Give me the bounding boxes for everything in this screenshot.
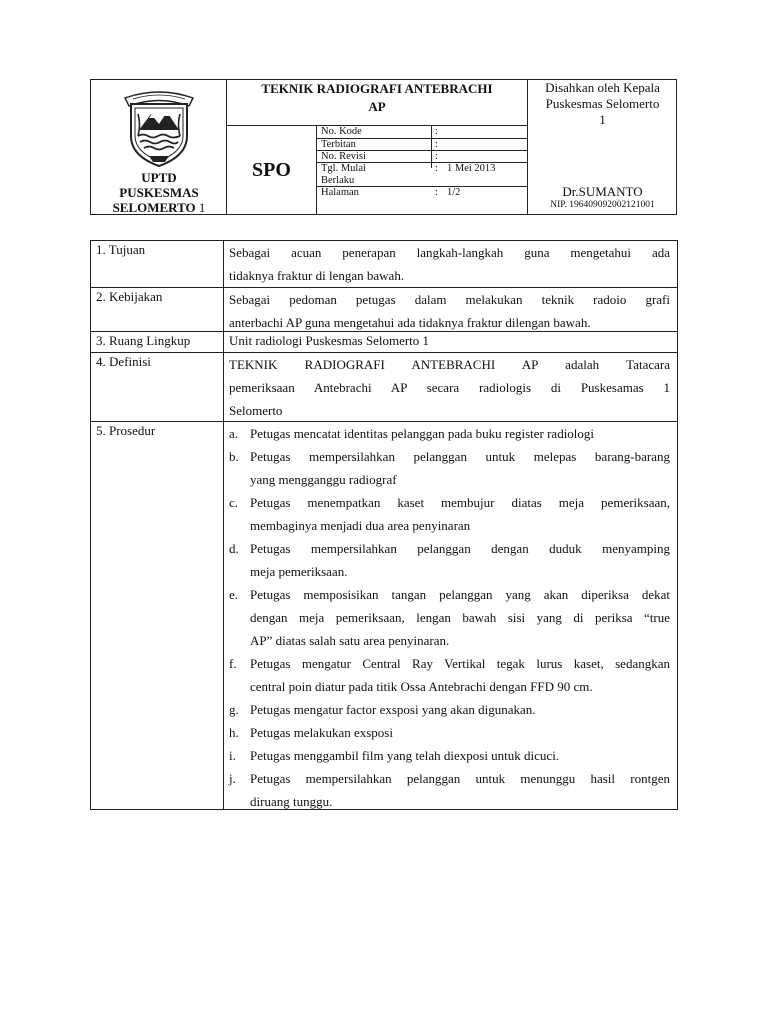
section-text: Unit radiologi Puskesmas Selomerto 1 [229,333,430,348]
section-label: 1. Tujuan [91,241,224,287]
procedure-step: c. Petugas menempatkan kaset membujur diatas meja pemeriksaan, membaginya menjadi dua area penyinaran [229,495,670,533]
meta-row-revisi [317,151,527,163]
meta-divider [431,126,432,168]
section-ruang-lingkup [91,332,677,353]
meta-label: No. Revisi [321,151,366,162]
meta-separator: : [435,126,438,137]
section-label: 2. Kebijakan [91,288,224,331]
meta-separator: : [435,187,438,198]
document-title-line-1: TEKNIK RADIOGRAFI ANTEBRACHI [261,81,493,96]
institution-line-2: PUSKESMAS [119,185,199,200]
approval-block [527,80,676,214]
spo-header [90,79,677,215]
procedure-step: g. Petugas mengatur factor exsposi yang akan digunakan. [229,702,536,717]
document-meta-table [317,126,527,214]
section-text: TEKNIK RADIOGRAFI ANTEBRACHI AP adalah Tatacara pemeriksaan Antebrachi AP secara radiologis di Puskesamas 1 Selomerto [229,357,670,418]
procedure-step: b. Petugas mempersilahkan pelanggan untuk melepas barang-barang yang mengganggu radiograf [229,449,670,487]
institution-block [91,80,227,214]
section-text: Sebagai acuan penerapan langkah-langkah guna mengetahui ada tidaknya fraktur di lengan bawah. [229,245,670,283]
spo-label: SPO [227,126,317,214]
section-text: Sebagai pedoman petugas dalam melakukan teknik radoio grafi anterbachi AP guna mengetahui ada tidaknya fraktur dilengan bawah. [229,292,670,330]
section-definisi [91,353,677,422]
document-title-line-2: AP [368,99,386,114]
section-label: 3. Ruang Lingkup [91,332,224,352]
procedure-table [90,240,678,810]
meta-row-terbitan [317,139,527,151]
institution-name [91,170,227,215]
document-title [227,80,527,126]
meta-label: Terbitan [321,139,356,150]
approver-nip: NIP. 196409092002121001 [550,200,655,210]
meta-value: 1 Mei 2013 [447,163,496,174]
meta-label: No. Kode [321,126,362,137]
meta-separator: : [435,163,438,174]
procedure-step: e. Petugas memposisikan tangan pelanggan yang akan diperiksa dekat dengan meja pemeriksaan, lengan bawah sisi yang di periksa “true AP” diatas salah satu area penyinaran. [229,587,670,648]
procedure-step: a. Petugas mencatat identitas pelanggan pada buku register radiologi [229,426,595,441]
section-prosedur [91,422,677,809]
procedure-step: f. Petugas mengatur Central Ray Vertikal tegak lurus kaset, sedangkan central poin diatur pada titik Ossa Antebrachi dengan FFD 90 cm. [229,656,670,694]
section-tujuan [91,241,677,288]
approver-name: Dr.SUMANTO [562,184,643,199]
meta-row-halaman [317,187,527,200]
procedure-step: i. Petugas menggambil film yang telah diexposi untuk dicuci. [229,748,560,763]
procedure-list [224,422,677,809]
meta-label: Tgl. Mulai Berlaku [321,163,366,186]
procedure-step: j. Petugas mempersilahkan pelanggan untuk menunggu hasil rontgen diruang tunggu. [229,771,670,809]
meta-row-kode [317,126,527,139]
meta-row-tanggal [317,163,527,187]
procedure-step: h. Petugas melakukan exsposi [229,725,393,740]
section-kebijakan [91,288,677,332]
meta-label: Halaman [321,187,359,198]
meta-value: 1/2 [447,187,461,198]
meta-separator: : [435,139,438,150]
approval-statement: Disahkan oleh Kepala Puskesmas Selomerto 1 [545,80,660,127]
regency-emblem-logo [119,84,199,170]
meta-separator: : [435,151,438,162]
institution-line-1: UPTD [141,170,177,185]
section-label: 4. Definisi [91,353,224,421]
section-label: 5. Prosedur [91,422,224,809]
procedure-step: d. Petugas mempersilahkan pelanggan dengan duduk menyamping meja pemeriksaan. [229,541,670,579]
institution-line-3: SELOMERTO 1 [112,200,206,215]
